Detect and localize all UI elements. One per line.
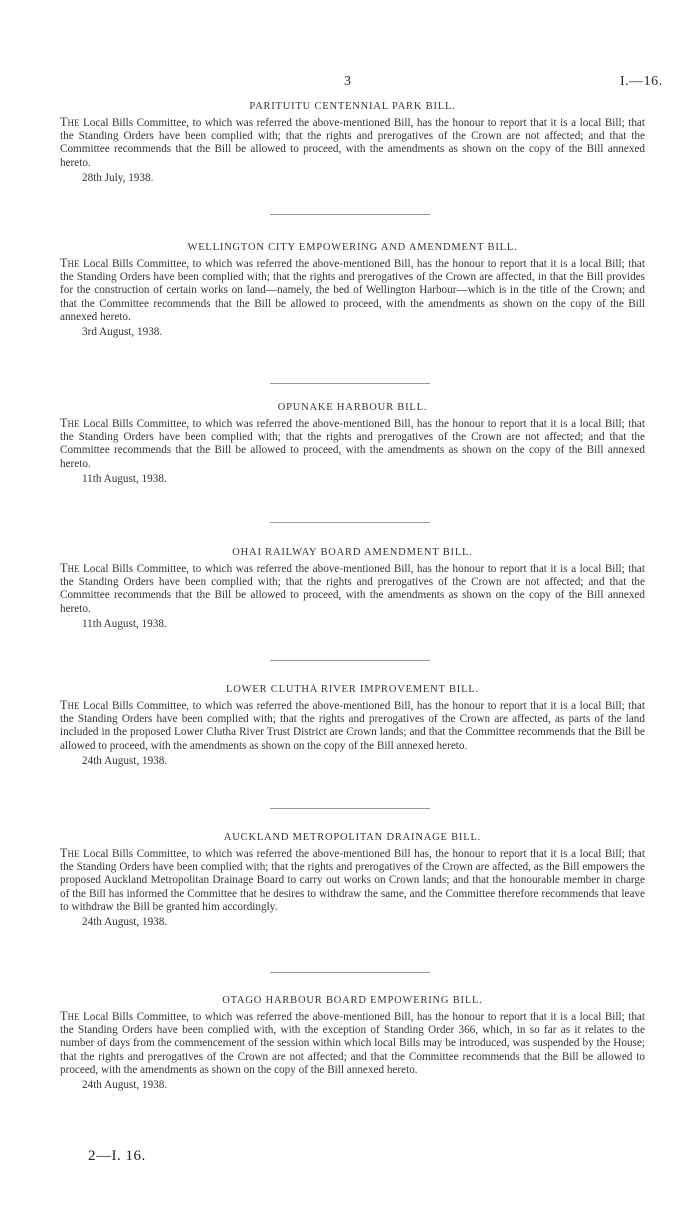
section-lead: The [60, 846, 80, 860]
section-title: OPUNAKE HARBOUR BILL. [277, 402, 428, 413]
section-date: 3rd August, 1938. [82, 326, 163, 339]
section-text: Local Bills Committee, to which was referred the above-mentioned Bill, has the honour to report that it is a local Bill; that the Standing Orders have been complied with; that the rights and prerogatives of the Crown are not affected; and that the Committee recommends that the Bill be allowed to proceed, with the amendments as shown on the copy of the Bill annexed hereto. [60, 117, 646, 169]
section-body [60, 116, 645, 170]
section-date: 24th August, 1938. [82, 754, 168, 767]
section-text: Local Bills Committee, to which was referred the above-mentioned Bill, has the honour to report that it is a local Bill; that the Standing Orders have been complied with, with the exception of Standing Order 366, which, in so far as it relates to the number of days from the commencement of the session within which local Bills may be introduced, was suspended by the House; that the rights and prerogatives of the Crown are not affected; and that the Committee recommends that the Bill be allowed to proceed, with the amendments as shown on the copy of the Bill annexed hereto. [60, 1011, 646, 1076]
report-section [60, 832, 645, 928]
section-body [60, 417, 645, 471]
section-title: PARITUITU CENTENNIAL PARK BILL. [249, 101, 456, 112]
section-title: WELLINGTON CITY EMPOWERING AND AMENDMENT BILL. [187, 242, 518, 253]
section-date: 28th July, 1938. [82, 171, 154, 184]
section-body [60, 1010, 645, 1077]
section-lead: The [60, 115, 80, 129]
section-title: AUCKLAND METROPOLITAN DRAINAGE BILL. [223, 832, 482, 843]
section-divider [270, 808, 430, 809]
section-date: 11th August, 1938. [82, 617, 167, 630]
report-section [60, 101, 645, 184]
section-text: Local Bills Committee, to which was referred the above-mentioned Bill, has the honour to report that it is a local Bill; that the Standing Orders have been complied with; that the rights and prerogatives of the Crown are affected, as parts of the land included in the proposed Lower Clutha River Trust District are Crown lands; and that the Committee recommends that the Bill be allowed to proceed, with the amendments as shown on the copy of the Bill annexed hereto. [60, 700, 646, 752]
section-divider [270, 972, 430, 973]
section-body [60, 257, 645, 324]
section-title: LOWER CLUTHA RIVER IMPROVEMENT BILL. [226, 684, 479, 695]
report-section [60, 402, 645, 485]
section-lead: The [60, 1009, 80, 1023]
section-text: Local Bills Committee, to which was referred the above-mentioned Bill, has the honour to report that it is a local Bill; that the Standing Orders have been complied with; that the rights and prerogatives of the Crown are not affected; and that the Committee recommends that the Bill be allowed to proceed, with the amendments as shown on the copy of the Bill annexed hereto. [60, 563, 646, 615]
section-title: OTAGO HARBOUR BOARD EMPOWERING BILL. [222, 995, 483, 1006]
section-divider [270, 660, 430, 661]
section-lead: The [60, 698, 80, 712]
section-text: Local Bills Committee, to which was referred the above-mentioned Bill, has the honour to report that it is a local Bill; that the Standing Orders have been complied with; that the rights and prerogatives of the Crown are affected, in that the Bill provides for the construction of certain works on land—namely, the bed of Wellington Harbour—which is in the title of the Crown; and that the Committee recommends that the Bill be allowed to proceed, with the amendments as shown on the copy of the Bill annexed hereto. [60, 258, 646, 323]
report-section [60, 547, 645, 630]
page-number: 3 [344, 74, 351, 89]
document-reference: I.—16. [620, 74, 663, 89]
section-title: OHAI RAILWAY BOARD AMENDMENT BILL. [232, 547, 473, 558]
section-body [60, 847, 645, 914]
section-lead: The [60, 416, 80, 430]
report-section [60, 995, 645, 1091]
section-date: 11th August, 1938. [82, 472, 167, 485]
section-body [60, 562, 645, 616]
section-date: 24th August, 1938. [82, 1079, 168, 1092]
report-section [60, 242, 645, 338]
section-lead: The [60, 561, 80, 575]
section-text: Local Bills Committee, to which was referred the above-mentioned Bill, has the honour to report that it is a local Bill; that the Standing Orders have been complied with; that the rights and prerogatives of the Crown are not affected; and that the Committee recommends that the Bill be allowed to proceed, with the amendments as shown on the copy of the Bill annexed hereto. [60, 418, 646, 470]
section-body [60, 699, 645, 753]
section-lead: The [60, 256, 80, 270]
section-divider [270, 522, 430, 523]
section-divider [270, 214, 430, 215]
section-text: Local Bills Committee, to which was referred the above-mentioned Bill has, the honour to report that it is a local Bill; that the Standing Orders have been complied with; that the rights and prerogatives of the Crown are affected, as the Bill empowers the proposed Auckland Metropolitan Drainage Board to carry out works on Crown lands; and that the honourable member in charge of the Bill has informed the Committee that he desires to withdraw the same, and the Committee therefore recommends that leave to withdraw the Bill be granted him accordingly. [60, 848, 646, 913]
report-section [60, 684, 645, 767]
section-date: 24th August, 1938. [82, 916, 168, 929]
page-header [0, 74, 700, 94]
page-signature: 2—I. 16. [88, 1148, 146, 1164]
section-divider [270, 383, 430, 384]
